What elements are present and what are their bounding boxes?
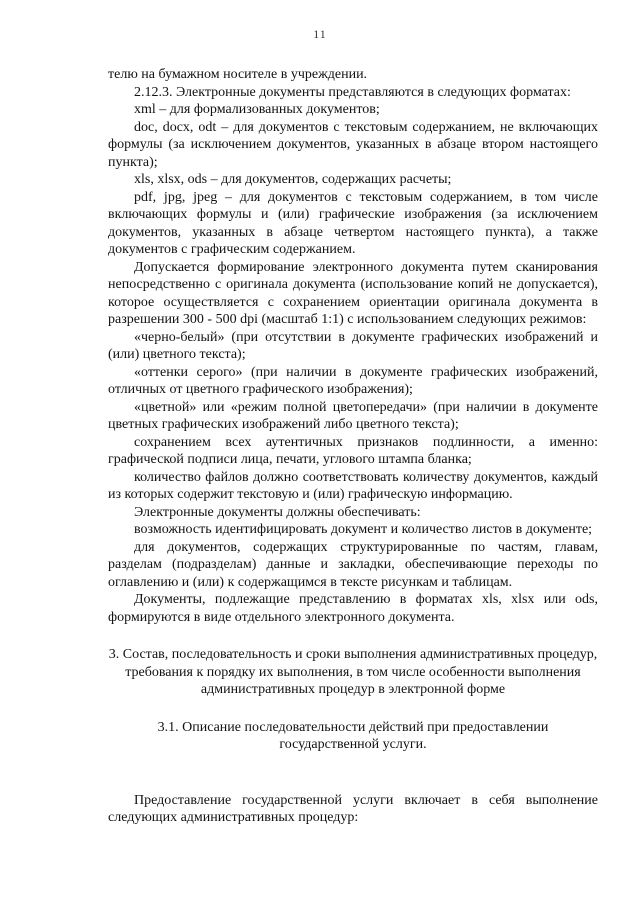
paragraph: xml – для формализованных документов; xyxy=(134,102,380,117)
paragraph: pdf, jpg, jpeg – для документов с текстовым содержанием, в том числе включающих формулы и (или) графические изображения (за исключением документов, указанных в абзаце четвертом настоящего пункта), а также документов с графическим содержанием. xyxy=(108,189,598,257)
paragraph: xls, xlsx, ods – для документов, содержащих расчеты; xyxy=(134,172,452,187)
paragraph: телю на бумажном носителе в учреждении. xyxy=(108,67,368,82)
paragraph: «оттенки серого» (при наличии в документе графических изображений, отличных от цветного графического изображения); xyxy=(108,364,598,397)
paragraph: 2.12.3. Электронные документы представляются в следующих форматах: xyxy=(134,84,571,100)
paragraph: «цветной» или «режим полной цветопередачи» (при наличии в документе цветных графических изображений либо цветного текста); xyxy=(108,399,598,432)
paragraph: для документов, содержащих структурированные по частям, главам, разделам (подразделам) данные и закладки, обеспечивающие переходы по оглавлению и (или) к содержащимся в тексте рисункам и таблицам. xyxy=(108,539,598,590)
paragraph: количество файлов должно соответствовать количеству документов, каждый из которых содержит текстовую и (или) графическую информацию. xyxy=(108,469,598,502)
section-3-heading: 3. Состав, последовательность и сроки выполнения административных процедур, требования к порядку их выполнения, в том числе особенности выполнения административных процедур в электронной форме xyxy=(108,647,598,697)
paragraph: Допускается формирование электронного документа путем сканирования непосредственно с оригинала документа (использование копий не допускается), которое осуществляется с сохранением ориентации оригинала документа в разрешении 300 - 500 dpi (масштаб 1:1) с использованием следующих режимов: xyxy=(108,259,598,327)
page-number: 11 xyxy=(313,27,327,41)
paragraph: сохранением всех аутентичных признаков подлинности, а именно: графической подписи лица, печати, углового штампа бланка; xyxy=(108,434,598,467)
paragraph: Электронные документы должны обеспечивать: xyxy=(134,504,421,520)
paragraph: «черно-белый» (при отсутствии в документе графических изображений и (или) цветного текста); xyxy=(108,329,598,362)
paragraph: Предоставление государственной услуги включает в себя выполнение следующих административных процедур: xyxy=(108,792,598,825)
paragraph: Документы, подлежащие представлению в форматах xls, xlsx или ods, формируются в виде отдельного электронного документа. xyxy=(108,592,598,625)
document-body xyxy=(108,66,598,827)
paragraph: возможность идентифицировать документ и количество листов в документе; xyxy=(134,522,593,537)
section-3-1-heading: 3.1. Описание последовательности действий при предоставлении государственной услуги. xyxy=(157,719,549,752)
paragraph: doc, docx, odt – для документов с текстовым содержанием, не включающих формулы (за исключением документов, указанных в абзаце втором настоящего пункта); xyxy=(108,119,598,170)
